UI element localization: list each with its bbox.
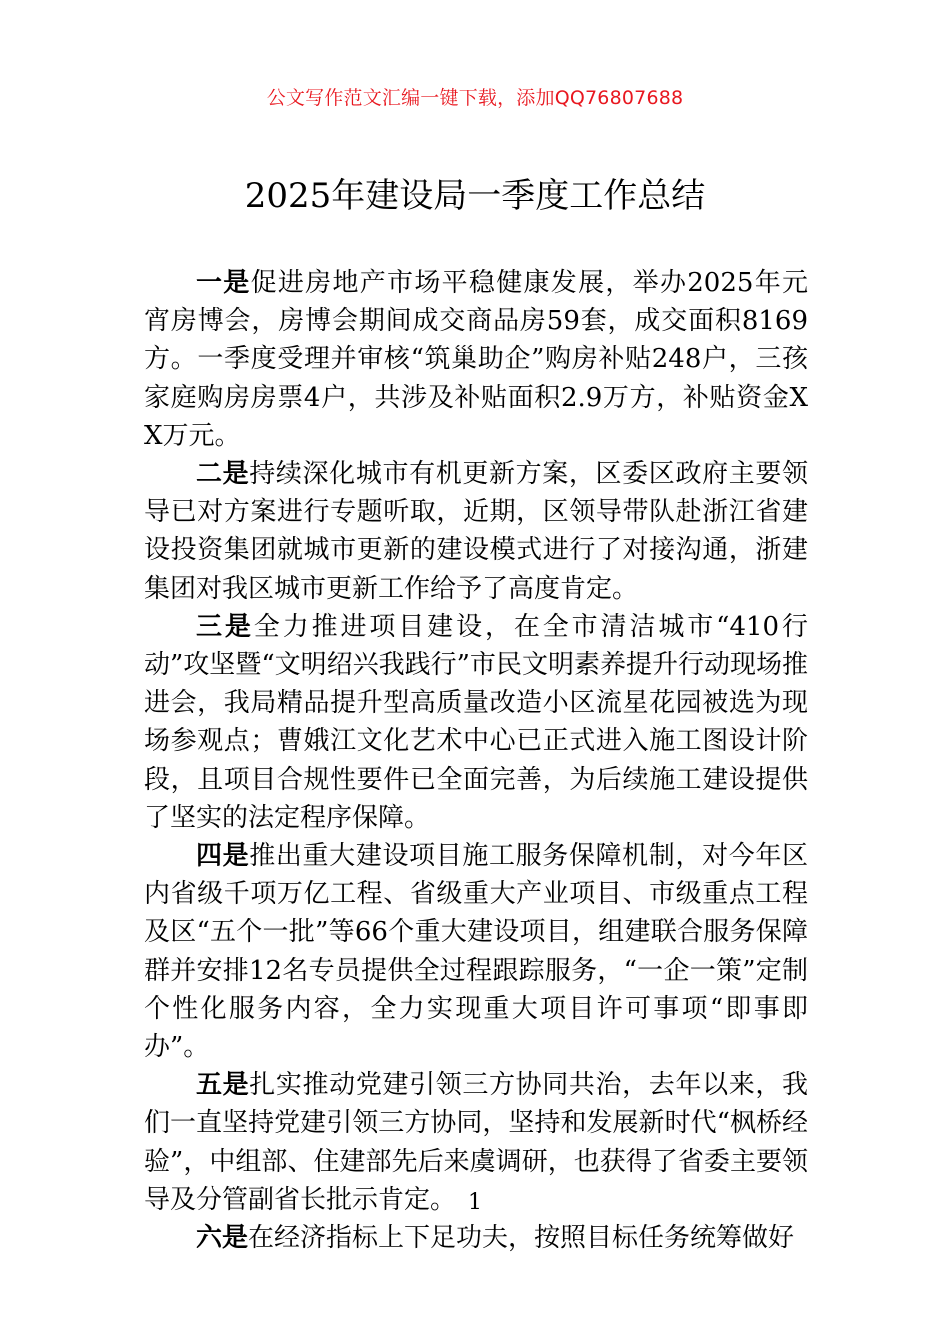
page-number: 1 (468, 1190, 482, 1215)
paragraph-text: 持续深化城市有机更新方案，区委区政府主要领导已对方案进行专题听取，近期，区领导带队赴浙江省建设投资集团就城市更新的建设模式进行了对接沟通，浙建集团对我区城市更新工作给予了高度肯定。 (144, 459, 808, 604)
paragraph-text: 在经济指标上下足功夫，按照目标任务统筹做好 (248, 1223, 795, 1254)
paragraph-4 (144, 837, 808, 1066)
paragraph-text: 推出重大建设项目施工服务保障机制，对今年区内省级千项万亿工程、省级重大产业项目、市级重点工程及区“五个一批”等66个重大建设项目，组建联合服务保障群并安排12名专员提供全过程跟踪服务，“一企一策”定制个性化服务内容，全力实现重大项目许可事项“即事即办”。 (144, 841, 808, 1063)
paragraph-text: 促进房地产市场平稳健康发展，举办2025年元宵房博会，房博会期间成交商品房59套，成交面积8169方。一季度受理并审核“筑巢助企”购房补贴248户，三孩家庭购房房票4户，共涉及补贴面积2.9万方，补贴资金XX万元。 (144, 268, 808, 451)
paragraph-1 (144, 264, 808, 455)
paragraph-2 (144, 455, 808, 608)
paragraph-lead: 四是 (196, 841, 250, 872)
paragraph-lead: 二是 (196, 459, 250, 490)
paragraph-lead: 三是 (196, 611, 254, 642)
paragraph-text: 全力推进项目建设，在全市清洁城市“410行动”攻坚暨“文明绍兴我践行”市民文明素养提升行动现场推进会，我局精品提升型高质量改造小区流星花园被选为现场参观点；曹娥江文化艺术中心已正式进入施工图设计阶段，且项目合规性要件已全面完善，为后续施工建设提供了坚实的法定程序保障。 (144, 611, 808, 833)
paragraph-text: 扎实推动党建引领三方协同共治，去年以来，我们一直坚持党建引领三方协同，坚持和发展新时代“枫桥经验”，中组部、住建部先后来虞调研，也获得了省委主要领导及分管副省长批示肯定。 (144, 1070, 808, 1215)
paragraph-3 (144, 608, 808, 837)
header-note: 公文写作范文汇编一键下载，添加QQ76807688 (266, 87, 684, 109)
paragraph-6 (144, 1219, 808, 1257)
paragraph-lead: 五是 (196, 1070, 250, 1101)
paragraph-lead: 一是 (196, 268, 251, 298)
document-body (144, 264, 808, 1254)
paragraph-lead: 六是 (196, 1223, 249, 1254)
document-title: 2025年建设局一季度工作总结 (244, 176, 706, 216)
